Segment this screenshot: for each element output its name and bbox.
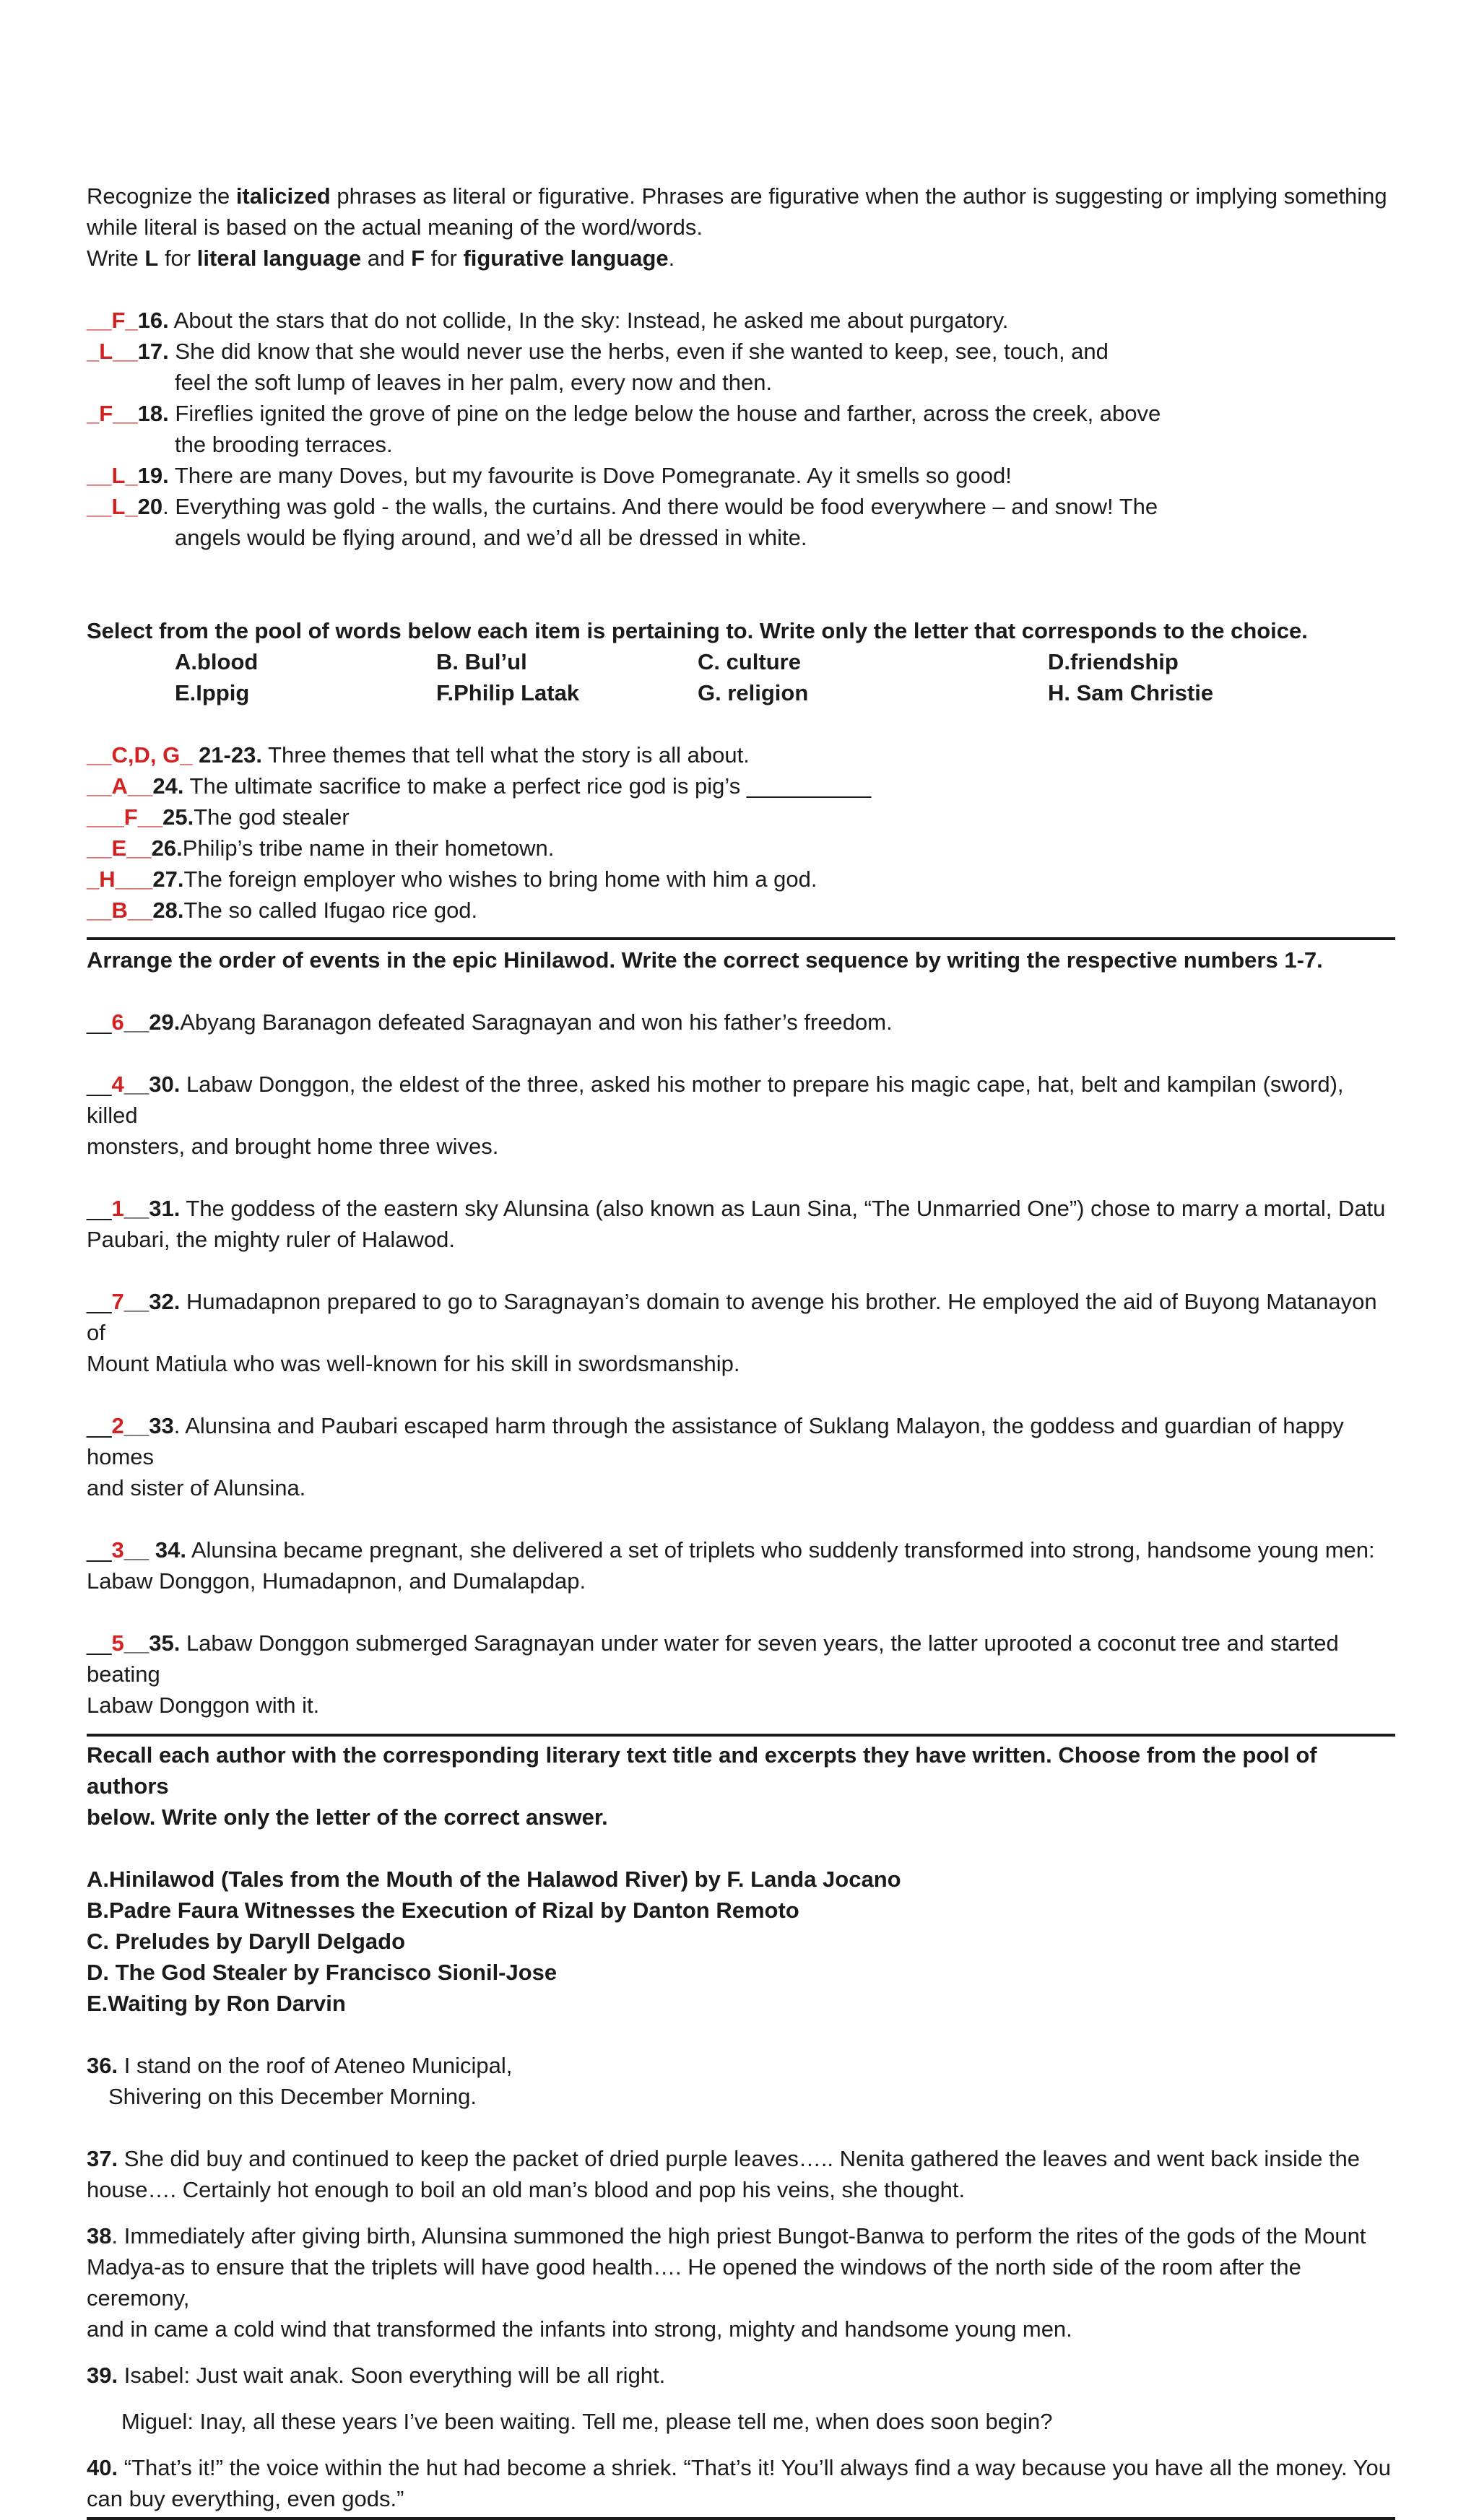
item-text-cont: Labaw Donggon, Humadapnon, and Dumalapdap.	[87, 1568, 586, 1594]
write-figurative: figurative language	[463, 246, 669, 271]
write-for: for	[158, 246, 197, 271]
answer: __B__	[87, 898, 153, 923]
answer: __L_	[87, 494, 138, 519]
option: A.blood	[175, 649, 259, 674]
intro-text-2: phrases as literal or figurative. Phrases are figurative when the author is suggesting or implying something	[330, 183, 1387, 209]
part4-item-37	[87, 2143, 1395, 2205]
item-number: 36.	[87, 2053, 118, 2078]
answer: _H___	[87, 866, 153, 892]
part2-item-24	[87, 770, 1395, 801]
answer: 5	[111, 1630, 124, 1656]
item-number: 32.	[149, 1289, 181, 1314]
answer: __F_	[87, 308, 138, 333]
intro-bold: italicized	[235, 183, 331, 209]
item-text: Isabel: Just wait anak. Soon everything will be all right.	[118, 2363, 666, 2388]
item-text: Labaw Donggon, the eldest of the three, asked his mother to prepare his magic cape, hat, belt and kampilan (sword), killed	[87, 1072, 1344, 1128]
item-text-cont: can buy everything, even gods.”	[87, 2486, 404, 2511]
item-text-cont: Madya-as to ensure that the triplets will have good health…. He opened the windows of the north side of the room after the ceremony,	[87, 2254, 1301, 2311]
item-text: About the stars that do not collide, In the sky: Instead, he asked me about purgatory.	[168, 308, 1009, 333]
part3-item-35	[87, 1628, 1395, 1721]
item-text: She did buy and continued to keep the packet of dried purple leaves….. Nenita gathered the leaves and went back inside the	[118, 2146, 1361, 2171]
section-divider	[87, 2517, 1395, 2520]
item-text: Abyang Baranagon defeated Saragnayan and won his father’s freedom.	[180, 1009, 893, 1035]
part1-item-20	[87, 491, 1395, 553]
author-option: D. The God Stealer by Francisco Sionil-Jose	[87, 1960, 558, 1985]
part3-item-33	[87, 1410, 1395, 1503]
answer: _L__	[87, 339, 138, 364]
part2-item-25	[87, 801, 1395, 833]
item-text-cont: Shivering on this December Morning.	[108, 2084, 477, 2109]
item-text: . Everything was gold - the walls, the curtains. And there would be food everywhere – and snow! The	[162, 494, 1158, 519]
item-number: 27.	[152, 866, 184, 892]
item-number: 39.	[87, 2363, 118, 2388]
part2-item-21-23	[87, 739, 1395, 770]
blank: __	[87, 1072, 112, 1097]
answer: 7	[111, 1289, 124, 1314]
item-text: The goddess of the eastern sky Alunsina (also known as Laun Sina, “The Unmarried One”) chose to marry a mortal, Datu	[180, 1196, 1386, 1221]
write-text: Write	[87, 246, 145, 271]
item-text: The foreign employer who wishes to bring home with him a god.	[183, 866, 817, 892]
item-text-cont: monsters, and brought home three wives.	[87, 1134, 499, 1159]
blank: __	[87, 1009, 112, 1035]
item-text-cont: and in came a cold wind that transformed the infants into strong, mighty and handsome young men.	[87, 2316, 1072, 2342]
part3-item-29	[87, 1007, 1395, 1038]
blank: __	[123, 1072, 149, 1097]
answer: __C,D, G_	[87, 742, 193, 768]
item-text: The god stealer	[194, 804, 350, 830]
item-number: 19.	[137, 463, 169, 488]
blank: __	[87, 1413, 112, 1438]
item-text: Labaw Donggon submerged Saragnayan under water for seven years, the latter uprooted a coconut tree and started beating	[87, 1630, 1339, 1687]
item-number: 21-23.	[192, 742, 262, 768]
item-number: 40.	[87, 2455, 118, 2480]
item-text: Humadapnon prepared to go to Saragnayan’s domain to avenge his brother. He employed the aid of Buyong Matanayon of	[87, 1289, 1377, 1345]
blank: __	[87, 1537, 112, 1563]
item-number: 18.	[137, 401, 169, 426]
part2-instructions: Select from the pool of words below each item is pertaining to. Write only the letter that corresponds to the choice.	[87, 618, 1308, 643]
write-for-2: for	[425, 246, 464, 271]
part3-instructions: Arrange the order of events in the epic Hinilawod. Write the correct sequence by writing the respective numbers 1-7.	[87, 947, 1323, 973]
part1-write-line	[87, 243, 1395, 274]
write-period: .	[668, 246, 675, 271]
write-and: and	[361, 246, 412, 271]
item-text-cont: Miguel: Inay, all these years I’ve been waiting. Tell me, please tell me, when does soon begin?	[121, 2409, 1053, 2434]
item-text-cont: Labaw Donggon with it.	[87, 1693, 320, 1718]
item-text-cont: the brooding terraces.	[175, 432, 393, 457]
item-number: 31.	[149, 1196, 181, 1221]
answer: 2	[111, 1413, 124, 1438]
author-option: C. Preludes by Daryll Delgado	[87, 1929, 406, 1954]
author-option: B.Padre Faura Witnesses the Execution of Rizal by Danton Remoto	[87, 1898, 799, 1923]
item-number: 38	[87, 2223, 112, 2249]
item-text: There are many Doves, but my favourite is Dove Pomegranate. Ay it smells so good!	[168, 463, 1012, 488]
item-number: 26.	[151, 835, 183, 861]
part4-instructions: Recall each author with the corresponding literary text title and excerpts they have written. Choose from the pool of authors	[87, 1742, 1317, 1799]
intro-text: Recognize the	[87, 183, 236, 209]
blank: __	[123, 1413, 149, 1438]
author-option: E.Waiting by Ron Darvin	[87, 1991, 346, 2016]
worksheet	[87, 181, 1395, 2520]
blank: __	[123, 1630, 149, 1656]
part1-instructions-line2: while literal is based on the actual meaning of the word/words.	[87, 214, 703, 240]
item-number: 33	[149, 1413, 174, 1438]
blank: __	[123, 1537, 155, 1563]
item-text: . Immediately after giving birth, Alunsina summoned the high priest Bungot-Banwa to perform the rites of the gods of the Mount	[111, 2223, 1366, 2249]
option: E.Ippig	[175, 680, 250, 705]
item-number: 29.	[149, 1009, 181, 1035]
item-text: The so called Ifugao rice god.	[183, 898, 478, 923]
item-text-cont: house…. Certainly hot enough to boil an old man’s blood and pop his veins, she thought.	[87, 2177, 966, 2202]
write-literal: literal language	[196, 246, 362, 271]
option: G. religion	[698, 680, 809, 705]
part3-item-31	[87, 1193, 1395, 1255]
part1-instructions	[87, 181, 1395, 212]
part2-item-27	[87, 864, 1395, 895]
item-number: 35.	[149, 1630, 181, 1656]
blank: __	[87, 1196, 112, 1221]
item-number: 34.	[155, 1537, 186, 1563]
item-text-cont: Paubari, the mighty ruler of Halawod.	[87, 1227, 456, 1252]
item-text: Alunsina became pregnant, she delivered a set of triplets who suddenly transformed into strong, handsome young men:	[186, 1537, 1375, 1563]
option: C. culture	[698, 649, 801, 674]
answer: 1	[111, 1196, 124, 1221]
part1-item-18	[87, 398, 1395, 460]
word-pool	[87, 646, 1395, 708]
item-number: 16.	[137, 308, 169, 333]
item-text-cont: Mount Matiula who was well-known for his skill in swordsmanship.	[87, 1351, 740, 1376]
option: F.Philip Latak	[436, 680, 580, 705]
write-f: F	[411, 246, 425, 271]
answer: _F__	[87, 401, 138, 426]
item-text: . Alunsina and Paubari escaped harm through the assistance of Suklang Malayon, the goddess and guardian of happy homes	[87, 1413, 1344, 1469]
blank: __	[123, 1009, 149, 1035]
part1-item-19	[87, 460, 1395, 491]
answer: 3	[111, 1537, 124, 1563]
item-number: 37.	[87, 2146, 118, 2171]
part2-item-28	[87, 895, 1395, 926]
answer: ___F__	[87, 804, 163, 830]
answer: 4	[111, 1072, 124, 1097]
item-text-cont: feel the soft lump of leaves in her palm, every now and then.	[175, 370, 773, 395]
part1-item-16	[87, 305, 1395, 336]
item-number: 17.	[137, 339, 169, 364]
option: B. Bul’ul	[436, 649, 527, 674]
part3-item-34	[87, 1534, 1395, 1596]
item-text: The ultimate sacrifice to make a perfect rice god is pig’s __________	[183, 773, 872, 799]
blank: __	[87, 1630, 112, 1656]
answer: __E__	[87, 835, 152, 861]
item-text: She did know that she would never use the herbs, even if she wanted to keep, see, touch, and	[168, 339, 1109, 364]
part4-instructions-line2: below. Write only the letter of the correct answer.	[87, 1804, 608, 1830]
answer: __A__	[87, 773, 153, 799]
part4-item-36	[87, 2050, 1395, 2112]
part2-item-26	[87, 833, 1395, 864]
item-number: 30.	[149, 1072, 181, 1097]
item-text: Philip’s tribe name in their hometown.	[182, 835, 555, 861]
part4-item-40	[87, 2452, 1395, 2514]
blank: __	[87, 1289, 112, 1314]
blank: __	[123, 1289, 149, 1314]
answer: __L_	[87, 463, 138, 488]
part4-item-38	[87, 2220, 1395, 2345]
item-number: 28.	[152, 898, 184, 923]
item-number: 24.	[152, 773, 184, 799]
write-l: L	[144, 246, 159, 271]
item-number: 20	[137, 494, 163, 519]
author-option: A.Hinilawod (Tales from the Mouth of the Halawod River) by F. Landa Jocano	[87, 1867, 901, 1892]
part4-item-39	[87, 2360, 1395, 2437]
item-text: Three themes that tell what the story is all about.	[261, 742, 750, 768]
item-text-cont: angels would be flying around, and we’d all be dressed in white.	[175, 525, 807, 550]
blank: __	[123, 1196, 149, 1221]
option: H. Sam Christie	[1048, 680, 1214, 705]
part3-item-32	[87, 1286, 1395, 1379]
item-text-cont: and sister of Alunsina.	[87, 1475, 306, 1500]
option: D.friendship	[1048, 649, 1179, 674]
item-number: 25.	[162, 804, 194, 830]
part1-item-17	[87, 336, 1395, 398]
answer: 6	[111, 1009, 124, 1035]
part3-item-30	[87, 1069, 1395, 1162]
item-text: I stand on the roof of Ateneo Municipal,	[118, 2053, 513, 2078]
item-text: Fireflies ignited the grove of pine on the ledge below the house and farther, across the creek, above	[168, 401, 1161, 426]
item-text: “That’s it!” the voice within the hut had become a shriek. “That’s it! You’ll always find a way because you have all the money. You	[118, 2455, 1391, 2480]
